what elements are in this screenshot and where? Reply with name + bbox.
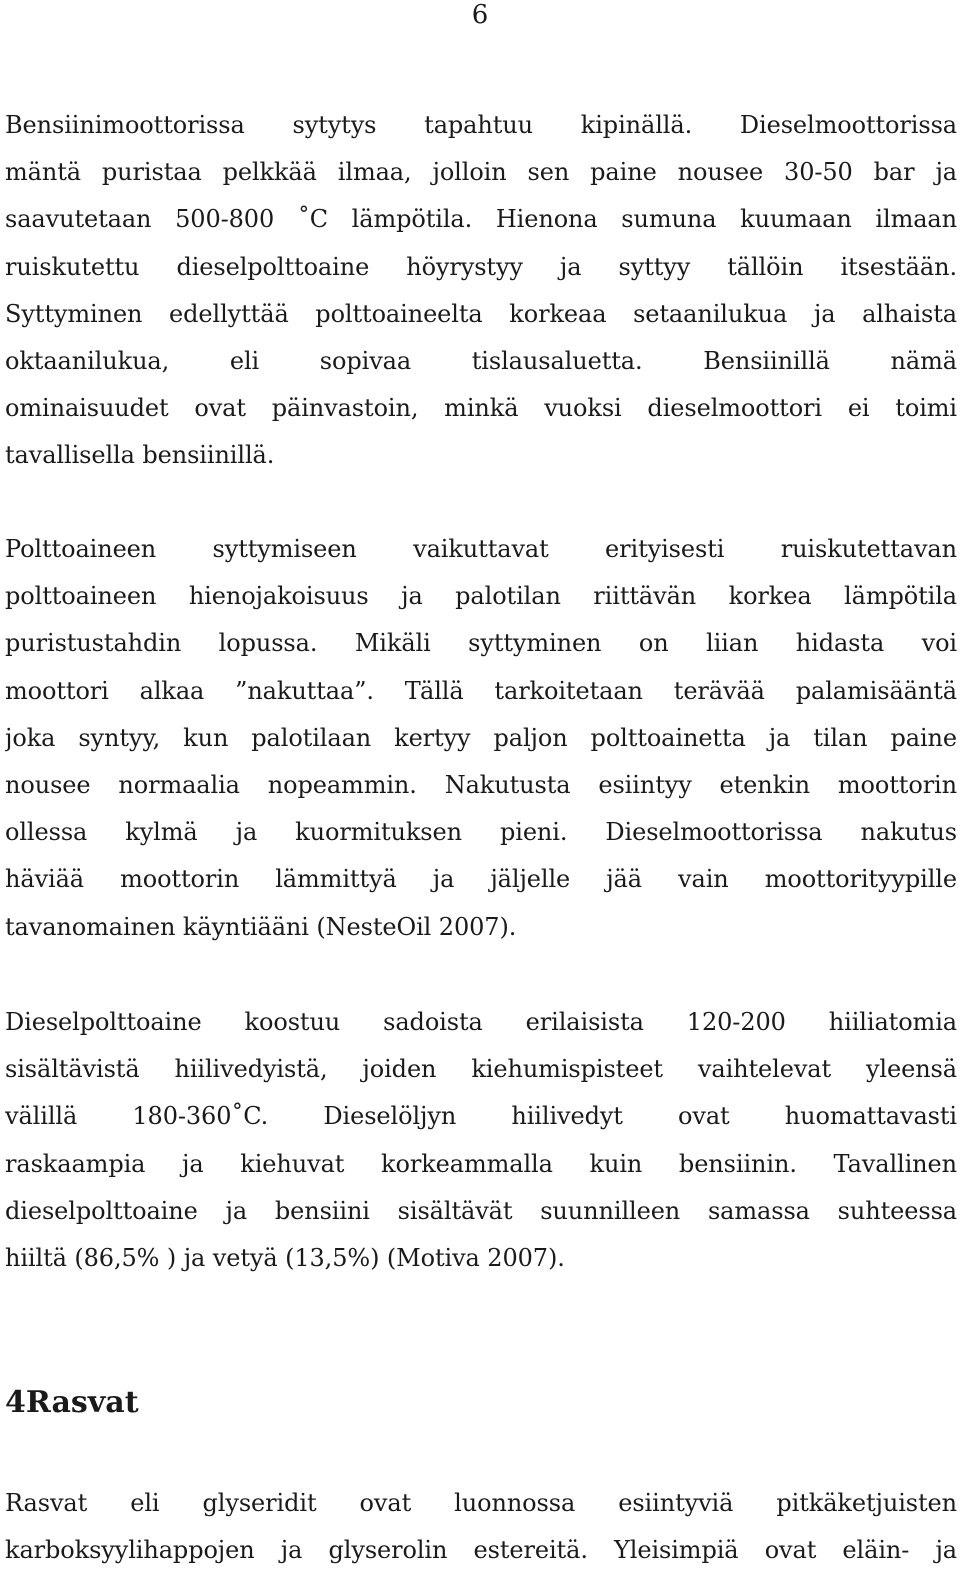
text-line: oktaanilukua, eli sopivaa tislausaluetta. Bensiinillä nämä (5, 347, 957, 376)
text-line: välillä 180-360˚C. Dieselöljyn hiilivedyt ovat huomattavasti (5, 1102, 957, 1131)
text-line: Dieselpolttoaine koostuu sadoista erilaisista 120-200 hiiliatomia (5, 1008, 957, 1036)
text-line: joka syntyy, kun palotilaan kertyy paljon polttoainetta ja tilan paine (5, 723, 957, 752)
paragraph-diesel-ignition (5, 102, 957, 480)
text-line: ruiskutettu dieselpolttoaine höyrystyy ja syttyy tällöin itsestään. (5, 252, 957, 281)
text-line: ominaisuudet ovat päinvastoin, minkä vuoksi dieselmoottori ei toimi (5, 394, 957, 423)
text-line: Polttoaineen syttymiseen vaikuttavat erityisesti ruiskutettavan (5, 535, 957, 563)
text-line: Syttyminen edellyttää polttoaineelta korkeaa setaanilukua ja alhaista (5, 299, 957, 328)
text-line: häviää moottorin lämmittyä ja jäljelle jää vain moottorityypille (5, 865, 957, 894)
paragraph-fats (5, 1480, 957, 1574)
text-line: saavutetaan 500-800 ˚C lämpötila. Hienona sumuna kuumaan ilmaan (5, 205, 957, 234)
paragraph-diesel-composition (5, 999, 957, 1282)
text-line: mäntä puristaa pelkkää ilmaa, jolloin sen paine nousee 30-50 bar ja (5, 158, 957, 187)
paragraph-knocking (5, 526, 957, 951)
text-line: Rasvat eli glyseridit ovat luonnossa esiintyviä pitkäketjuisten (5, 1489, 957, 1517)
text-line: raskaampia ja kiehuvat korkeammalla kuin bensiinin. Tavallinen (5, 1149, 957, 1178)
text-line: polttoaineen hienojakoisuus ja palotilan riittävän korkea lämpötila (5, 582, 957, 611)
page-number: 6 (471, 0, 489, 30)
text-line: tavanomainen käyntiääni (NesteOil 2007). (5, 912, 517, 941)
section-heading: 4Rasvat (5, 1385, 139, 1420)
text-line: puristustahdin lopussa. Mikäli syttyminen on liian hidasta voi (5, 629, 957, 658)
text-line: tavallisella bensiinillä. (5, 441, 275, 470)
text-line: Bensiinimoottorissa sytytys tapahtuu kipinällä. Dieselmoottorissa (5, 111, 957, 139)
text-line: karboksyylihappojen ja glyserolin estereitä. Yleisimpiä ovat eläin- ja (5, 1536, 957, 1565)
text-line: nousee normaalia nopeammin. Nakutusta esiintyy etenkin moottorin (5, 771, 957, 800)
text-line: dieselpolttoaine ja bensiini sisältävät suunnilleen samassa suhteessa (5, 1196, 957, 1225)
text-line: sisältävistä hiilivedyistä, joiden kiehumispisteet vaihtelevat yleensä (5, 1055, 957, 1084)
text-line: ollessa kylmä ja kuormituksen pieni. Dieselmoottorissa nakutus (5, 818, 957, 847)
text-line: moottori alkaa ”nakuttaa”. Tällä tarkoitetaan terävää palamisääntä (5, 676, 957, 705)
text-line: hiiltä (86,5% ) ja vetyä (13,5%) (Motiva 2007). (5, 1244, 565, 1273)
